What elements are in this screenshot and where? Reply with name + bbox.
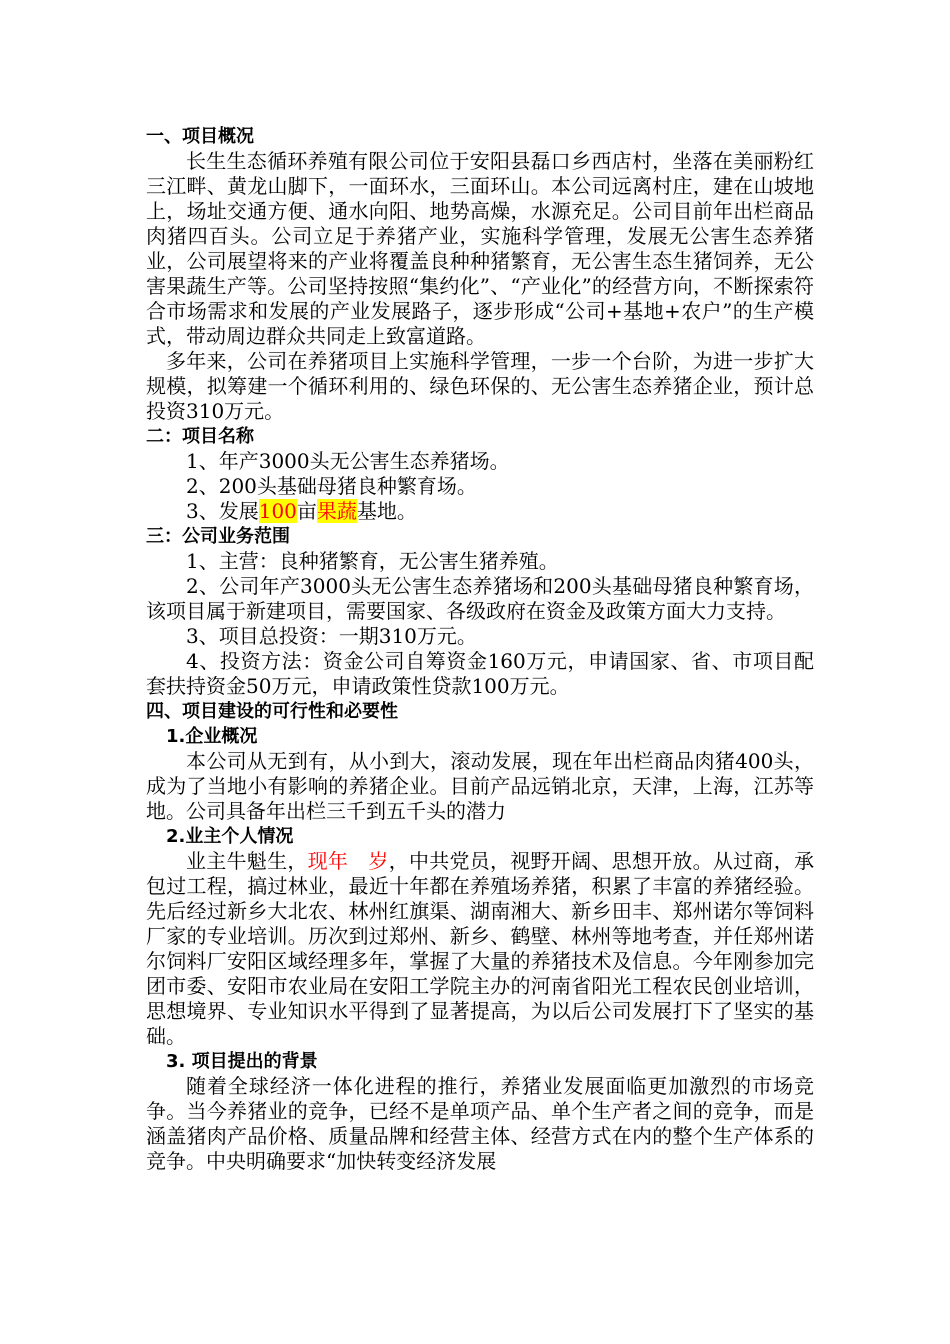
section-1-paragraph-1: 长生生态循环养殖有限公司位于安阳县磊口乡西店村，坐落在美丽粉红三江畔、黄龙山脚下，一面环水，三面环山。本公司远离村庄，建在山坡地上，场址交通方便、通水向阳、地势高燥，水源充足。公司目前年出栏商品肉猪四百头。公司立足于养猪产业，实施科学管理，发展无公害生态养猪业，公司展望将来的产业将覆盖良种种猪繁育，无公害生态生猪饲养，无公害果蔬生产等。公司坚持按照“集约化”、“产业化”的经营方向，不断探索符合市场需求和发展的产业发展路子，逐步形成“公司+基地+农户”的生产模式，带动周边群众共同走上致富道路。 [146, 149, 814, 348]
subsection-2-heading: 2.业主个人情况 [166, 826, 294, 847]
section-2-item-3 [146, 499, 814, 524]
highlighted-text: 果蔬 [316, 499, 357, 523]
section-3-heading: 三：公司业务范围 [146, 526, 290, 547]
section-2-item-1: 1、年产3000头无公害生态养猪场。 [186, 449, 510, 473]
subsection-3-heading: 3. 项目提出的背景 [166, 1051, 318, 1072]
section-3-item-3: 3、项目总投资：一期310万元。 [186, 624, 477, 648]
section-1-paragraph-2: 多年来，公司在养猪项目上实施科学管理，一步一个台阶，为进一步扩大规模，拟筹建一个循环利用的、绿色环保的、无公害生态养猪企业，预计总投资310万元。 [146, 349, 814, 423]
section-4-heading: 四、项目建设的可行性和必要性 [146, 701, 398, 722]
owner-details: ，中共党员，视野开阔、思想开放。从过商，承包过工程，搞过林业，最近十年都在养殖场养猪，积累了丰富的养猪经验。先后经过新乡大北农、林州红旗渠、湖南湘大、新乡田丰、郑州诺尔等饲料厂家的专业培训。历次到过郑州、新乡、鹤壁、林州等地考查，并任郑州诺尔饲料厂安阳区域经理多年，掌握了大量的养猪技术及信息。今年刚参加完团市委、安阳市农业局在安阳工学院主办的河南省阳光工程农民创业培训，思想境界、专业知识水平得到了显著提高，为以后公司发展打下了坚实的基础。 [146, 849, 815, 1048]
subsection-2-paragraph [146, 849, 814, 1049]
item-3-unit: 亩 [296, 499, 317, 523]
section-3-item-2: 2、公司年产3000头无公害生态养猪场和200头基础母猪良种繁育场，该项目属于新建项目，需要国家、各级政府在资金及政策方面大力支持。 [146, 574, 814, 623]
section-2-item-2: 2、200头基础母猪良种繁育场。 [186, 474, 477, 498]
subsection-3-paragraph: 随着全球经济一体化进程的推行，养猪业发展面临更加激烈的市场竞争。当今养猪业的竞争，已经不是单项产品、单个生产者之间的竞争，而是涵盖猪肉产品价格、质量品牌和经营主体、经营方式在内的整个生产体系的竞争。中央明确要求“加快转变经济发展 [146, 1074, 814, 1173]
owner-intro: 业主牛魁生， [186, 849, 308, 873]
subsection-1-paragraph: 本公司从无到有，从小到大，滚动发展，现在年出栏商品肉猪400头，成为了当地小有影响的养猪企业。目前产品远销北京，天津，上海，江苏等地。公司具备年出栏三千到五千头的潜力 [146, 749, 814, 823]
section-3-item-4: 4、投资方法：资金公司自筹资金160万元，申请国家、省、市项目配套扶持资金50万元，申请政策性贷款100万元。 [146, 649, 814, 698]
subsection-1-heading: 1.企业概况 [166, 726, 258, 747]
item-3-suffix: 基地。 [356, 499, 417, 523]
item-3-prefix: 3、发展 [186, 499, 259, 523]
document-body [146, 124, 814, 1174]
owner-age-red: 现年 岁 [307, 849, 389, 873]
section-3-item-1: 1、主营：良种猪繁育，无公害生猪养殖。 [186, 549, 559, 573]
section-1-heading: 一、项目概况 [146, 126, 254, 147]
highlighted-number: 100 [258, 499, 297, 523]
section-2-heading: 二：项目名称 [146, 426, 254, 447]
